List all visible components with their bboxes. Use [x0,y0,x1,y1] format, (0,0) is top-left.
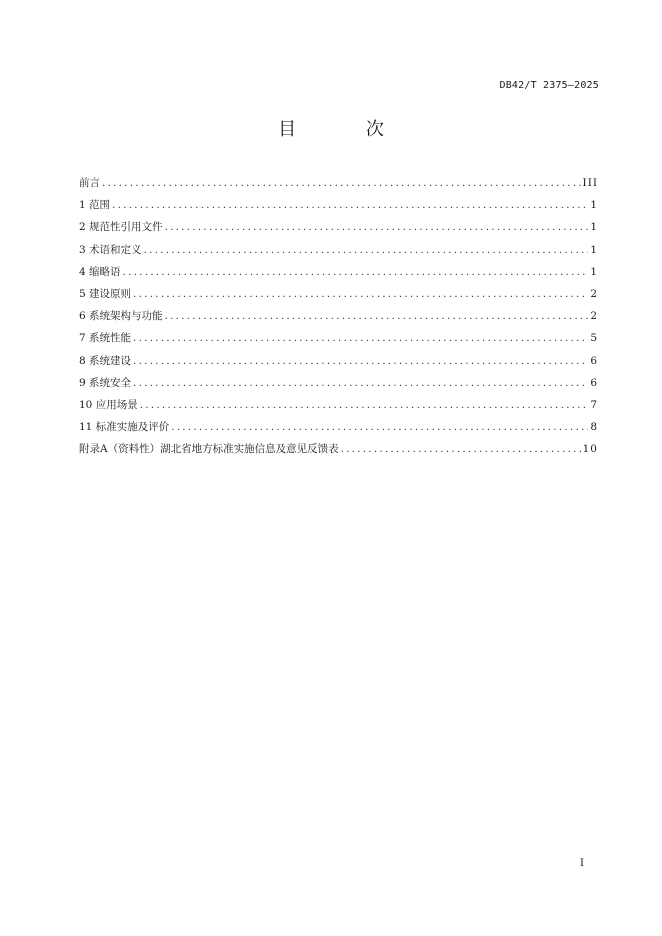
toc-leader-dots [133,374,588,392]
toc-entry-scenarios[interactable] [79,396,598,418]
table-of-contents [79,174,598,462]
toc-entry-terms-definitions[interactable] [79,241,598,263]
toc-leader-dots [341,440,581,458]
toc-entry-label: 3 术语和定义 [79,243,142,256]
toc-entry-page: 6 [590,376,598,389]
toc-leader-dots [165,307,589,325]
toc-entry-label: 9 系统安全 [79,376,132,389]
toc-entry-page: 10 [582,443,598,456]
toc-leader-dots [112,196,588,214]
toc-entry-page: III [582,177,598,189]
toc-entry-page: 5 [590,332,598,345]
toc-entry-page: 8 [590,421,598,434]
toc-entry-construction[interactable] [79,352,598,374]
toc-leader-dots [171,418,588,436]
toc-leader-dots [140,396,589,414]
toc-entry-label: 4 缩略语 [79,265,121,278]
toc-entry-foreword[interactable] [79,174,598,196]
document-code: DB42/T 2375—2025 [499,80,599,91]
toc-entry-page: 7 [590,398,598,411]
toc-entry-page: 1 [590,221,598,234]
page-title: 目 次 [278,119,416,140]
toc-entry-implementation[interactable] [79,418,598,440]
toc-entry-label: 1 范围 [79,199,111,212]
toc-entry-label: 8 系统建设 [79,354,132,367]
toc-entry-label: 6 系统架构与功能 [79,310,163,323]
toc-leader-dots [144,241,589,259]
toc-leader-dots [133,352,588,370]
toc-entry-page: 2 [590,287,598,300]
toc-entry-security[interactable] [79,374,598,396]
toc-entry-label: 前言 [79,177,100,189]
toc-entry-normative-references[interactable] [79,218,598,240]
toc-entry-label: 11 标准实施及评价 [79,421,170,434]
toc-leader-dots [133,329,588,347]
toc-entry-page: 6 [590,354,598,367]
toc-leader-dots [123,263,589,281]
toc-entry-label: 附录A（资料性）湖北省地方标准实施信息及意见反馈表 [79,443,339,456]
toc-entry-abbreviations[interactable] [79,263,598,285]
toc-entry-principles[interactable] [79,285,598,307]
toc-entry-label: 2 规范性引用文件 [79,221,163,234]
toc-entry-page: 1 [590,265,598,278]
toc-leader-dots [102,174,581,192]
toc-entry-page: 1 [590,243,598,256]
toc-entry-scope[interactable] [79,196,598,218]
toc-entry-label: 10 应用场景 [79,398,138,411]
toc-entry-architecture[interactable] [79,307,598,329]
toc-entry-page: 2 [590,310,598,323]
toc-entry-performance[interactable] [79,329,598,351]
toc-entry-page: 1 [590,199,598,212]
toc-leader-dots [165,218,589,236]
page-number: I [580,858,584,869]
toc-entry-appendix-a[interactable] [79,440,598,462]
toc-leader-dots [133,285,588,303]
toc-entry-label: 7 系统性能 [79,332,132,345]
toc-entry-label: 5 建设原则 [79,287,132,300]
